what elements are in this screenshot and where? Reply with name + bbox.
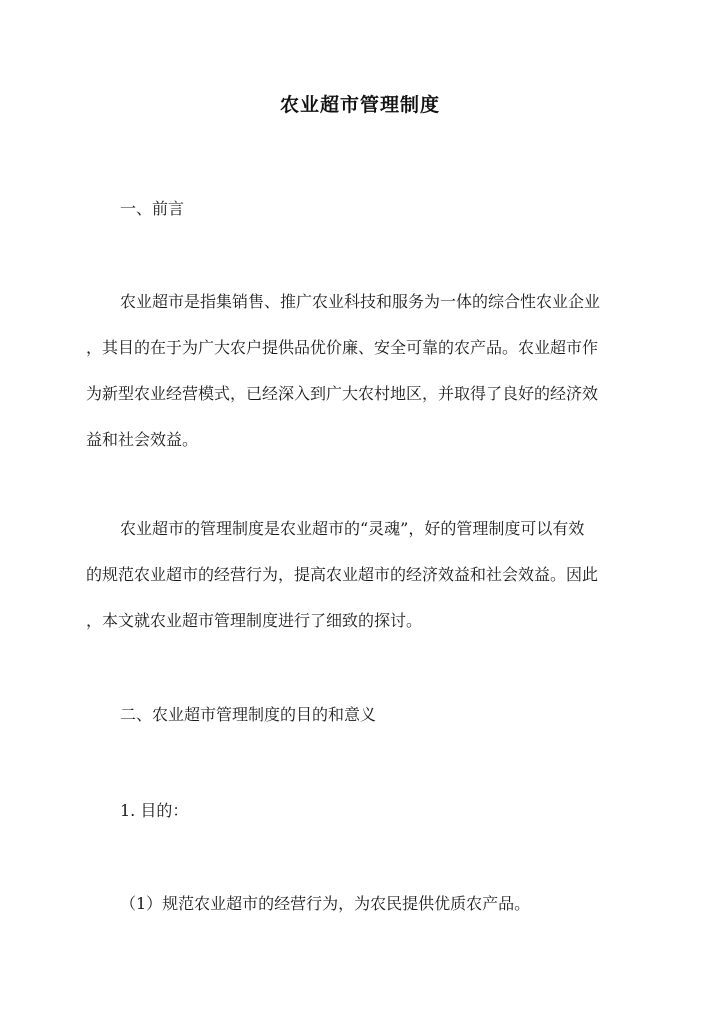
paragraph-intro — [86, 290, 634, 474]
list-item-1: （1）规范农业超市的经营行为，为农民提供优质农产品。 — [120, 894, 531, 913]
paragraph-line: ，本文就农业超市管理制度进行了细致的探讨。 — [86, 611, 423, 630]
section-heading-purpose: 二、农业超市管理制度的目的和意义 — [120, 705, 377, 724]
paragraph-line: 的规范农业超市的经营行为，提高农业超市的经济效益和社会效益。因此 — [86, 565, 599, 584]
document-title: 农业超市管理制度 — [279, 94, 440, 116]
section-heading-preface: 一、前言 — [120, 199, 185, 218]
paragraph-line: ，其目的在于为广大农户提供品优价廉、安全可靠的农产品。农业超市作 — [86, 338, 599, 357]
paragraph-line: 农业超市是指集销售、推广农业科技和服务为一体的综合性农业企业 — [120, 292, 601, 311]
subheading-goal: 1. 目的： — [120, 801, 189, 820]
paragraph-line: 益和社会效益。 — [86, 430, 199, 449]
paragraph-line: 农业超市的管理制度是农业超市的“灵魂”，好的管理制度可以有效 — [120, 519, 585, 538]
paragraph-management — [86, 517, 634, 655]
paragraph-line: 为新型农业经营模式，已经深入到广大农村地区，并取得了良好的经济效 — [86, 384, 599, 403]
